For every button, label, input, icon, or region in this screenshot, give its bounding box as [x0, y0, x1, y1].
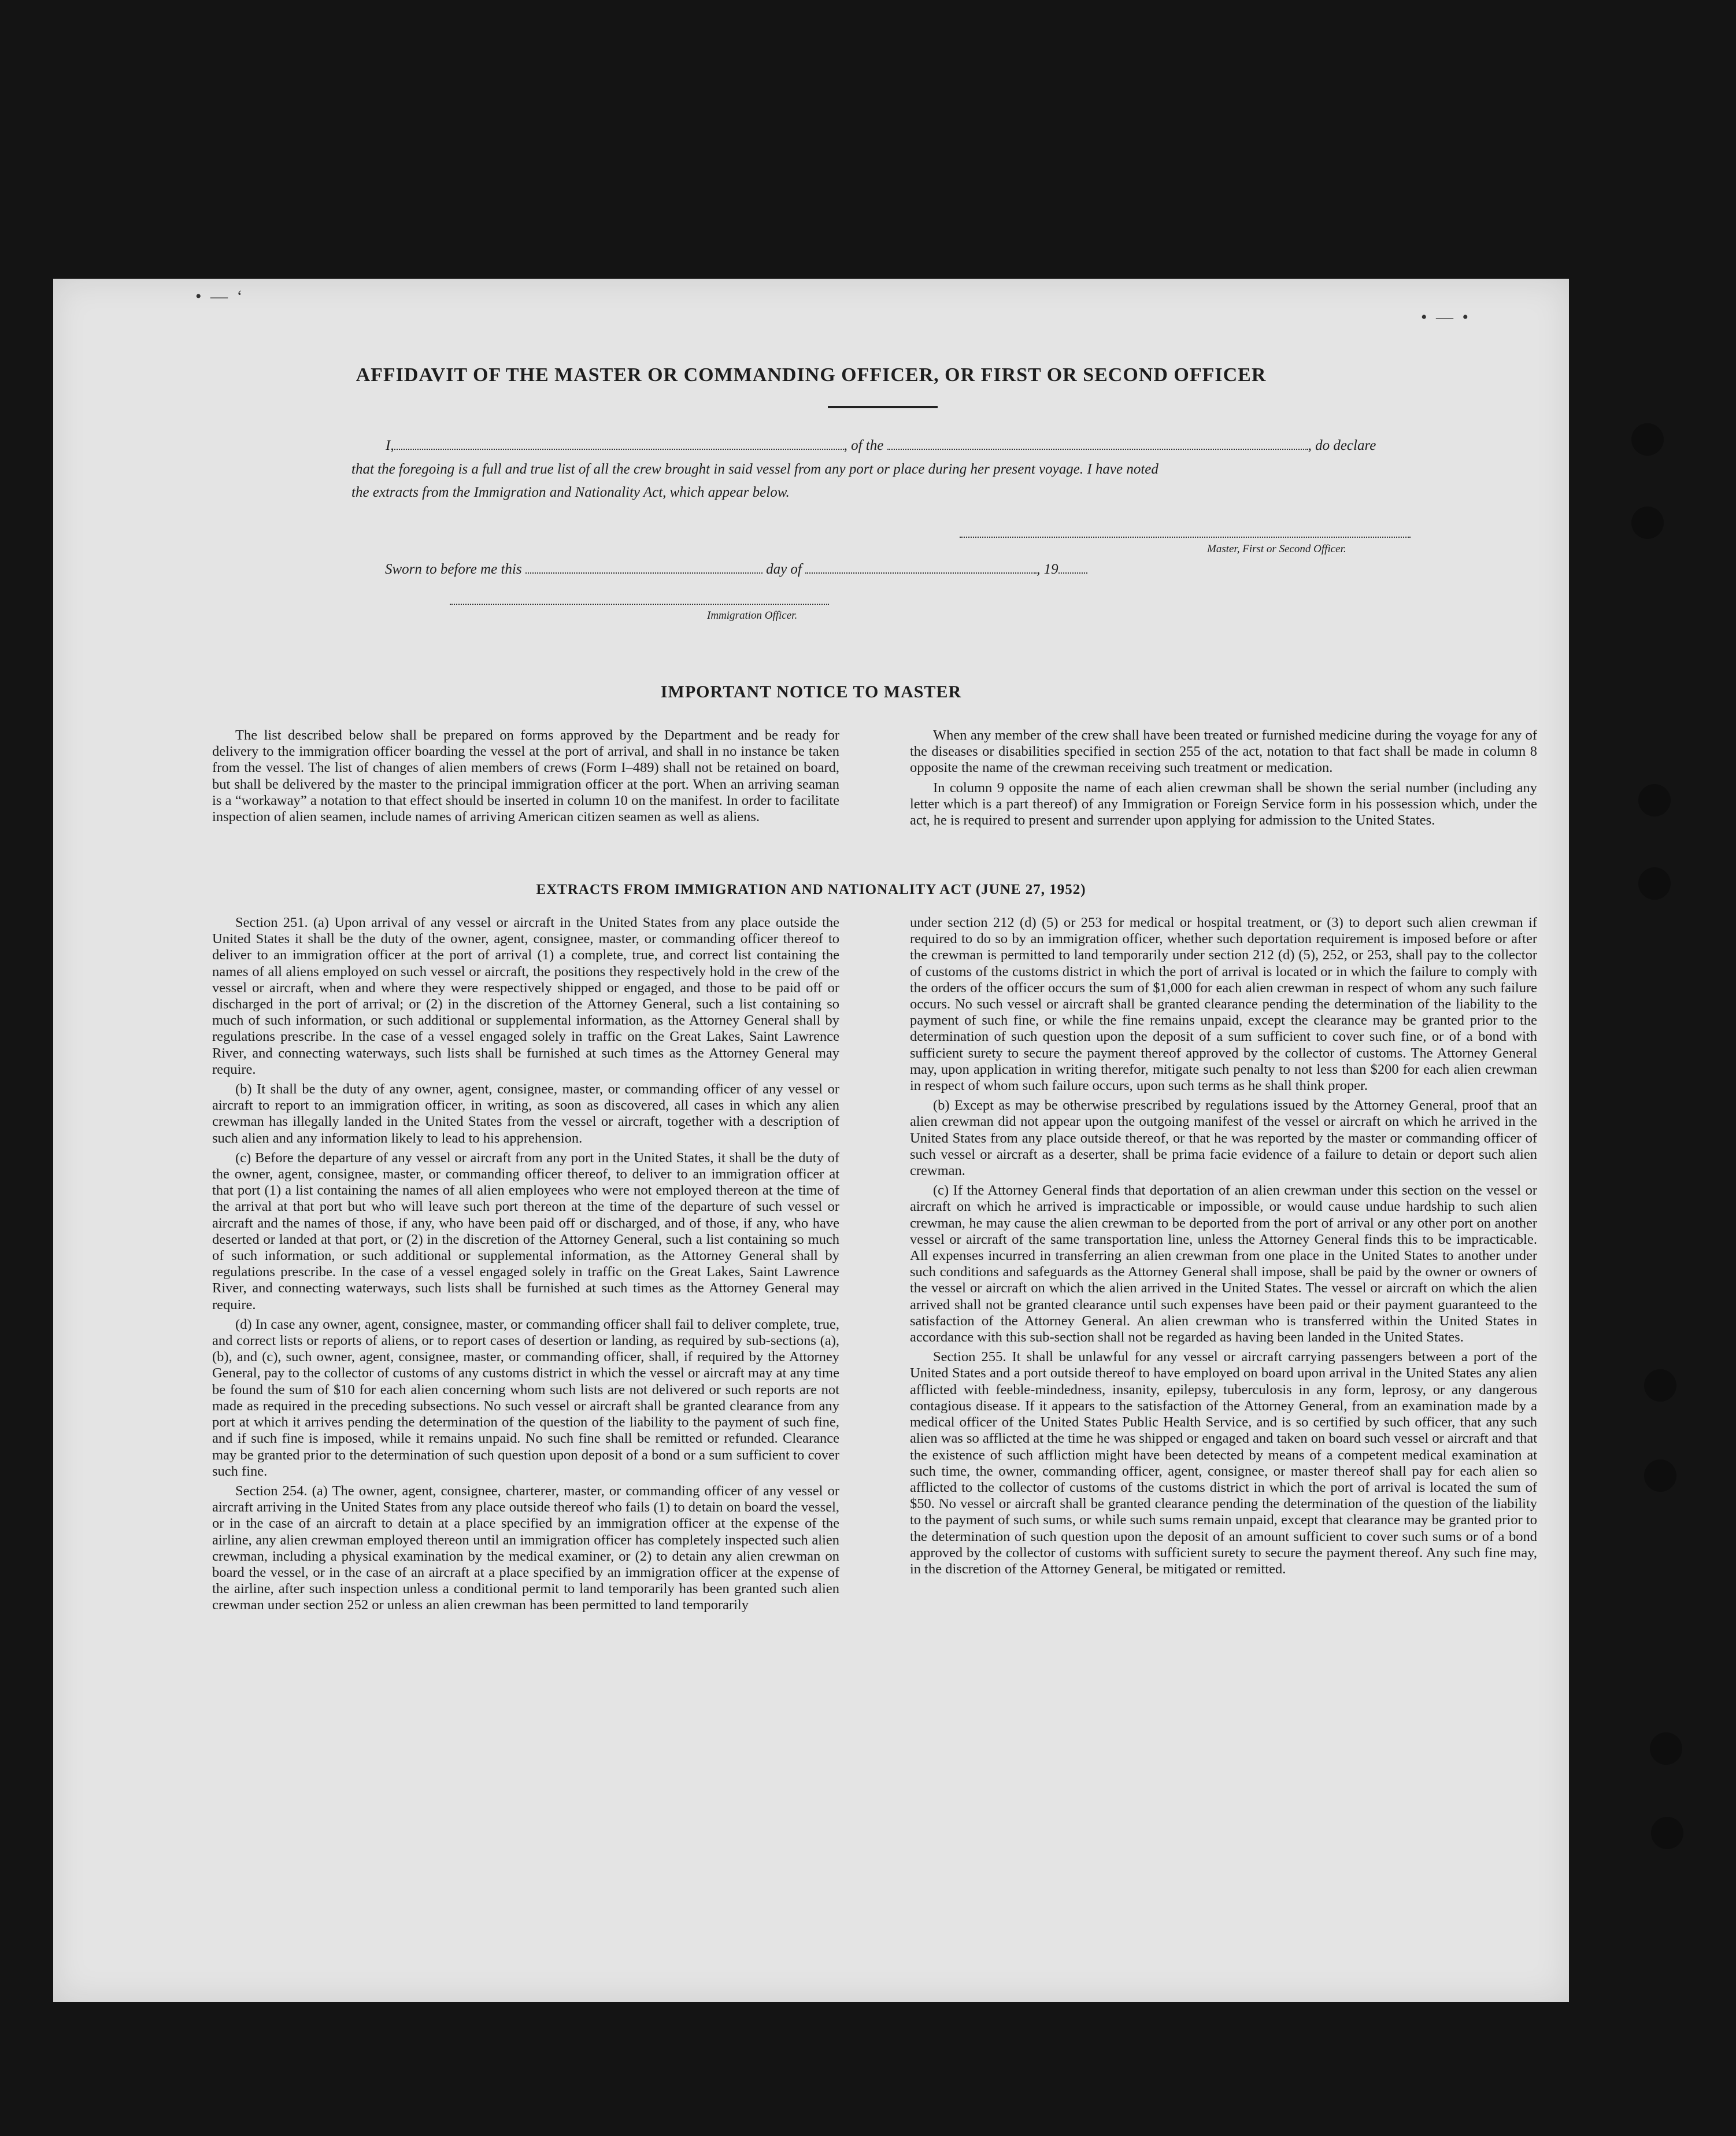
label-sworn: Sworn to before me this: [385, 561, 522, 577]
label-i: I,: [386, 438, 394, 453]
binder-hole: [1638, 867, 1671, 900]
master-caption: Master, First or Second Officer.: [1207, 543, 1346, 555]
label-of-the: , of the: [843, 438, 884, 453]
binder-hole: [1644, 1459, 1676, 1492]
statute-paragraph: Section 254. (a) The owner, agent, consignee, charterer, master, or commanding officer of any vessel or aircraft arriving in the United States from any place outside thereof who fails (1) to detain on board the vessel, or in the case of an aircraft to detain at a place specified by an immigration officer at the expense of the airline, any alien crewman employed thereon until an immigration officer has completely inspected such alien crewman, including a physical examination by the medical examiner, or (2) to detain any alien crewman on board the vessel, or in the case of an aircraft at a place specified by an immigration officer at the expense of the airline, after such inspection unless a conditional permit to land temporarily has been granted such alien crewman under section 252 or unless an alien crewman has been permitted to land temporarily: [212, 1483, 839, 1613]
name-blank[interactable]: [394, 437, 844, 450]
binder-hole: [1638, 784, 1671, 816]
master-signature-line[interactable]: [960, 537, 1411, 538]
statute-paragraph: under section 212 (d) (5) or 253 for medical or hospital treatment, or (3) to deport such alien crewman if required to do so by an immigration officer, whether such deportation requirement is imposed before or after the crewman is permitted to land temporarily under section 212 (d) (5), 252, or 253, shall pay to the collector of customs of the customs district in which the port of arrival is located or in which the failure to comply with the orders of the officer occurs the sum of $1,000 for each alien crewman in respect of whom any such failure occurs. No such vessel or aircraft shall be granted clearance pending the determination of the liability to the payment of such fine, or while the fine remains unpaid, except the clearance may be granted prior to the determination of such question upon the deposit of a sum sufficient to cover such fine, or of a bond with sufficient surety to secure the payment thereof approved by the collector of customs. The Attorney General may, upon application in writing therefor, mitigate such penalty to not less than $200 for each alien crewman in respect of whom such failure occurs, upon such terms as he shall think proper.: [910, 915, 1537, 1094]
label-day-of: day of: [766, 561, 802, 577]
sworn-month-blank[interactable]: [805, 561, 1037, 574]
extracts-right-column: [910, 915, 1537, 1581]
officer-caption: Immigration Officer.: [707, 609, 798, 622]
extracts-heading: EXTRACTS FROM IMMIGRATION AND NATIONALITY ACT (JUNE 27, 1952): [536, 882, 1086, 897]
corner-mark: • — ‘: [195, 287, 245, 306]
affidavit-title: AFFIDAVIT OF THE MASTER OR COMMANDING OFFICER, OR FIRST OR SECOND OFFICER: [356, 364, 1267, 386]
binder-hole: [1650, 1732, 1682, 1765]
affidavit-text-line-3: the extracts from the Immigration and Nationality Act, which appear below.: [351, 485, 790, 500]
notice-heading: IMPORTANT NOTICE TO MASTER: [660, 682, 962, 701]
label-do-declare: , do declare: [1308, 438, 1376, 453]
affidavit-declaration-line: [386, 437, 1376, 454]
label-year: , 19: [1037, 561, 1058, 577]
statute-paragraph: Section 251. (a) Upon arrival of any vessel or aircraft in the United States from any place outside the United States it shall be the duty of the owner, agent, consignee, master, or commanding officer thereof to deliver to an immigration officer at the port of arrival (1) a complete, true, and correct list containing the names of all aliens employed on such vessel or aircraft, the positions they respectively hold in the crew of the vessel or aircraft, when and where they were respectively shipped or engaged, and those to be paid off or discharged in the port of arrival; or (2) in the discretion of the Attorney General, such a list containing so much of such information, or such additional or supplemental information, as the Attorney General shall by regulations prescribe. In the case of a vessel engaged solely in traffic on the Great Lakes, Saint Lawrence River, and connecting waterways, such lists shall be furnished at such times as the Attorney General may require.: [212, 915, 839, 1077]
officer-signature-line[interactable]: [450, 604, 829, 605]
notice-right-column: [910, 727, 1537, 832]
year-blank[interactable]: [1058, 561, 1087, 574]
statute-paragraph: Section 255. It shall be unlawful for any vessel or aircraft carrying passengers between a port of the United States and a port outside thereof to have employed on board upon arrival in the United States any alien afflicted with feeble-mindedness, insanity, epilepsy, tuberculosis in any form, leprosy, or any dangerous contagious disease. If it appears to the satisfaction of the Attorney General, from an examination made by a medical officer of the United States Public Health Service, and is so certified by such officer, that any such alien was so afflicted at the time he was shipped or engaged and taken on board such vessel or aircraft and that the existence of such affliction might have been detected by means of a competent medical examination at such time, the owner, commanding officer, agent, consignee, or master thereof shall pay for each alien so afflicted to the collector of customs of the customs district in which the port of arrival is located the sum of $50. No vessel or aircraft shall be granted clearance pending the determination of the question of the liability to the payment of such sums, or while such sums remain unpaid, except that clearance may be granted prior to the determination of such question upon the deposit of an amount sufficient to cover such sums or of a bond approved by the collector of customs with sufficient surety to secure the payment thereof. Any such fine may, in the discretion of the Attorney General, be mitigated or remitted.: [910, 1349, 1537, 1577]
statute-paragraph: (b) Except as may be otherwise prescribed by regulations issued by the Attorney General, proof that an alien crewman did not appear upon the outgoing manifest of the vessel or aircraft on which he arrived in the United States from any place outside thereof, or that he was reported by the master or commanding officer of such vessel or aircraft as a deserter, shall be prima facie evidence of a failure to detain or deport such alien crewman.: [910, 1097, 1537, 1179]
sworn-line: [385, 561, 1087, 578]
statute-paragraph: (b) It shall be the duty of any owner, agent, consignee, master, or commanding officer of any vessel or aircraft to report to an immigration officer, in writing, as soon as discovered, all cases in which any alien crewman has illegally landed in the United States from the vessel or aircraft, together with a description of such alien and any information likely to lead to his apprehension.: [212, 1081, 839, 1146]
sworn-day-blank[interactable]: [525, 561, 762, 574]
notice-paragraph: The list described below shall be prepared on forms approved by the Department and be ready for delivery to the immigration officer boarding the vessel at the port of arrival, and shall in no instance be taken from the vessel. The list of changes of alien members of crews (Form I–489) shall not be retained on board, but shall be delivered by the master to the principal immigration officer at the port. When an arriving seaman is a “workaway” a notation to that effect should be inserted in column 10 on the manifest. In order to facilitate inspection of alien seamen, include names of arriving American citizen seamen as well as aliens.: [212, 727, 839, 825]
notice-paragraph: In column 9 opposite the name of each alien crewman shall be shown the serial number (including any letter which is a part thereof) of any Immigration or Foreign Service form in his possession which, under the act, he is required to present and surrender upon applying for admission to the United States.: [910, 779, 1537, 829]
notice-paragraph: When any member of the crew shall have been treated or furnished medicine during the voyage for any of the diseases or disabilities specified in section 255 of the act, notation to that fact shall be made in column 8 opposite the name of the crewman receiving such treatment or medication.: [910, 727, 1537, 776]
binder-hole: [1631, 507, 1664, 539]
corner-mark: • — •: [1421, 308, 1471, 327]
notice-left-column: [212, 727, 839, 829]
title-underline: [828, 406, 938, 408]
binder-hole: [1651, 1817, 1683, 1849]
vessel-blank[interactable]: [887, 437, 1308, 450]
statute-paragraph: (c) If the Attorney General finds that deportation of an alien crewman under this section on the vessel or aircraft on which he arrived is impracticable or impossible, or would cause undue hardship to such alien crewman, he may cause the alien crewman to be deported from the port of arrival or any other port on another vessel or aircraft of the same transportation line, unless the Attorney General finds this to be impracticable. All expenses incurred in transferring an alien crewman from one place in the United States to another under such conditions and safeguards as the Attorney General shall impose, shall be paid by the owner or owners of the vessel or aircraft on which the alien arrived in the United States. The vessel or aircraft on which the alien arrived shall not be granted clearance until such expenses have been paid or their payment guaranteed to the satisfaction of the Attorney General. An alien crewman who is transferred within the United States in accordance with this sub-section shall not be regarded as having been landed in the United States.: [910, 1182, 1537, 1346]
binder-hole: [1644, 1369, 1676, 1402]
affidavit-text-line-2: that the foregoing is a full and true list of all the crew brought in said vessel from any port or place during her present voyage. I have noted: [351, 461, 1158, 477]
statute-paragraph: (d) In case any owner, agent, consignee, master, or commanding officer shall fail to deliver complete, true, and correct lists or reports of aliens, or to report cases of desertion or landing, as required by sub-sections (a), (b), and (c), such owner, agent, consignee, master, or commanding officer, shall, if required by the Attorney General, pay to the collector of customs of any customs district in which the vessel or aircraft may at any time be found the sum of $10 for each alien concerning whom such lists are not delivered or such reports are not made as required in the preceding subsections. No such vessel or aircraft shall be granted clearance from any port at which it arrives pending the determination of the question of the liability to the payment of such fine, and if such fine is imposed, while it remains unpaid. No such fine shall be remitted or refunded. Clearance may be granted prior to the determination of such question upon deposit of a bond or a sum sufficient to cover such fine.: [212, 1316, 839, 1479]
extracts-left-column: [212, 915, 839, 1617]
document-page: [53, 279, 1569, 2002]
statute-paragraph: (c) Before the departure of any vessel or aircraft from any port in the United States, it shall be the duty of the owner, agent, consignee, master, or commanding officer thereof, to deliver to an immigration officer at that port (1) a list containing the names of all alien employees who were not employed thereon at the time of the arrival at that port but who will leave such port thereon at the time of the departure of such vessel or aircraft and the names of those, if any, who have been paid off or discharged, and of those, if any, who have deserted or landed at that port, or (2) in the discretion of the Attorney General, such a list containing so much of such information, or such additional or supplemental information, as the Attorney General shall by regulations prescribe. In the case of a vessel engaged solely in traffic on the Great Lakes, Saint Lawrence River, and connecting waterways, such lists shall be furnished at such times as the Attorney General may require.: [212, 1150, 839, 1313]
binder-hole: [1631, 423, 1664, 456]
